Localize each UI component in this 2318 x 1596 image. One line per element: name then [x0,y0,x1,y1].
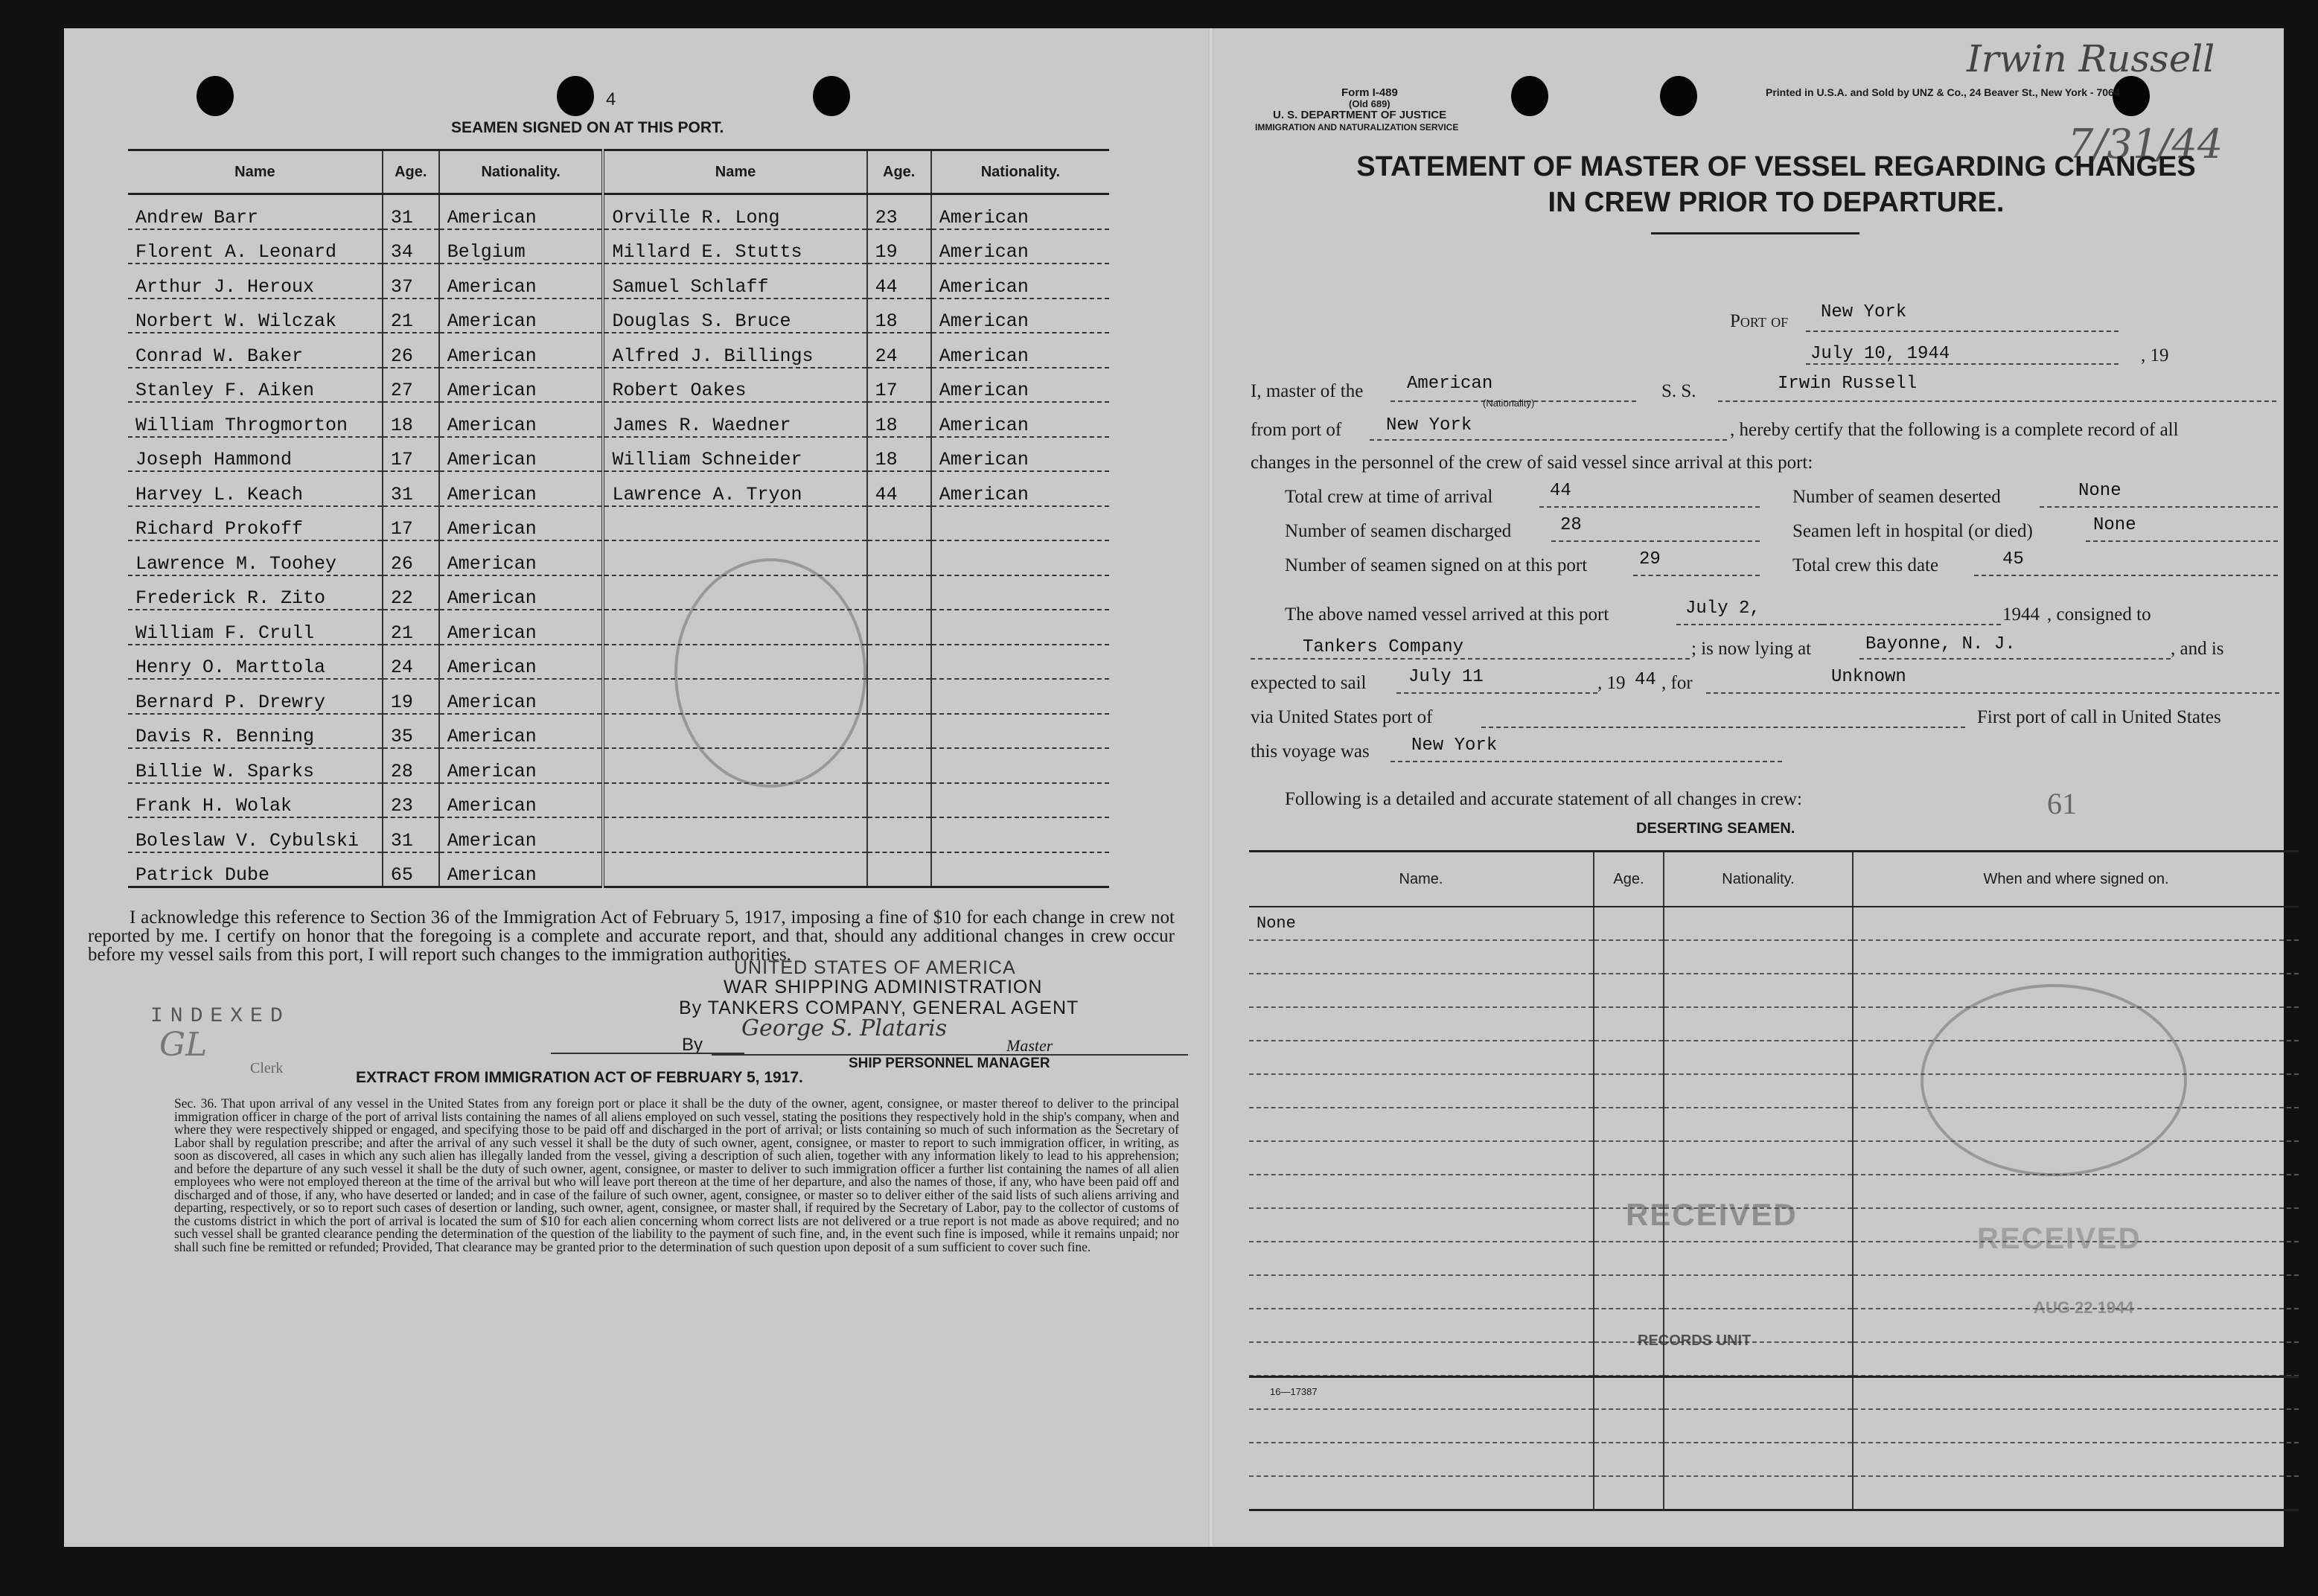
lying-underline [1859,658,2171,660]
seaman-age [867,748,931,783]
seaman-nationality: American [931,368,1109,403]
seaman-name [603,783,866,818]
col-nationality: Nationality. [1664,852,1853,907]
from-port-value: New York [1386,415,1472,435]
master-label: Master [1006,1036,1053,1055]
table-header [128,150,1109,194]
seaman-name: William Throgmorton [128,402,383,437]
seaman-nationality: American [439,368,604,403]
table-row [128,402,1109,437]
consignee-underline [1251,658,1690,660]
seaman-age: 44 [867,264,931,299]
seaman-age [867,610,931,645]
seaman-name: William F. Crull [128,610,383,645]
expected-year: 44 [1635,670,1656,690]
seaman-age: 19 [383,679,439,714]
table-row [1249,1242,2299,1275]
table-row [128,333,1109,368]
table-row [128,229,1109,264]
seaman-nationality [931,610,1109,645]
seaman-age: 18 [867,437,931,472]
col-age: Age. [1594,852,1664,907]
seaman-age: 28 [383,748,439,783]
form-old-number: (Old 689) [1349,98,1391,109]
lying-value: Bayonne, N. J. [1865,634,2016,654]
arrived-year: 1944 [2002,604,2040,625]
col-age: Age. [383,150,439,194]
seaman-age [867,852,931,887]
seaman-name: Frederick R. Zito [128,575,383,610]
expected-label: expected to sail [1251,673,1367,693]
clerk-initials: GL [159,1026,208,1064]
for-value: Unknown [1831,667,1906,687]
seaman-name [603,506,866,541]
seaman-name: Billie W. Sparks [128,748,383,783]
col-signed-on: When and where signed on. [1853,852,2299,907]
ship-name-value: Irwin Russell [1778,374,1918,394]
table-row [128,783,1109,818]
seaman-age: 26 [383,540,439,575]
seaman-age: 24 [383,645,439,680]
records-unit-stamp: RECORDS UNIT [1638,1332,1752,1349]
table-row [128,575,1109,610]
deserted-value: None [2078,481,2121,501]
total-date-underline [1974,575,2278,576]
port-value: New York [1821,302,1907,322]
port-underline [1806,331,2119,332]
seaman-nationality: Belgium [439,229,604,264]
seaman-name [603,817,866,852]
seaman-name [603,852,866,887]
punch-hole [813,76,850,116]
circular-stamp [1921,984,2187,1176]
consigned-label: , consigned to [2047,604,2151,625]
seaman-nationality: American [439,471,604,506]
expected-underline [1396,692,1597,694]
nationality-value: American [1407,374,1493,394]
acknowledgement-text: I acknowledge this reference to Section 36 of the Immigration Act of February 5, 1917, imposing a fine of $10 for each change in crew not reported by me. I certify on honor that the foregoing is a complete and accurate report, and that, should any additional changes in crew occur before my vessel sails from this port, I will report such changes to the immigration authorities. [88,907,1175,965]
title-line-2: IN CREW PRIOR TO DEPARTURE. [1548,187,2005,218]
punch-hole [1511,76,1548,116]
table-row [1249,1342,2299,1376]
seaman-name: Millard E. Stutts [603,229,866,264]
seaman-nationality: American [439,575,604,610]
seaman-nationality [931,540,1109,575]
seaman-nationality: American [931,229,1109,264]
table-row [128,748,1109,783]
by-label: By [682,1035,703,1055]
col-name: Name. [1249,852,1594,907]
from-port-label: from port of [1251,420,1342,440]
seaman-age: 37 [383,264,439,299]
printer-note: Printed in U.S.A. and Sold by UNZ & Co., 24 Beaver St., New York - 7064 [1766,86,2120,98]
seaman-name: Harvey L. Keach [128,471,383,506]
seaman-age [867,645,931,680]
seaman-nationality [931,783,1109,818]
table-row [128,852,1109,887]
expected-year-prefix: , 19 [1597,673,1626,693]
seaman-nationality: American [439,540,604,575]
table-row [128,194,1109,229]
seaman-nationality: American [931,333,1109,368]
document-sheet [64,28,2284,1547]
bottom-rule [1249,1376,2299,1378]
seaman-age [867,714,931,749]
hospital-underline [2086,540,2278,542]
voyage-value: New York [1411,735,1498,756]
seaman-nationality: American [931,299,1109,333]
seaman-nationality: American [931,194,1109,229]
seaman-age [867,506,931,541]
seaman-nationality [931,679,1109,714]
seaman-age: 19 [867,229,931,264]
col-name: Name [128,150,383,194]
signed-label: Number of seamen signed on at this port [1285,555,1588,575]
seaman-name: Norbert W. Wilczak [128,299,383,333]
desert-first-name: None [1249,907,1594,940]
master-of-label: I, master of the [1251,381,1364,401]
received-stamp: RECEIVED [1626,1197,1798,1232]
table-row [128,437,1109,472]
deserting-heading: DESERTING SEAMEN. [1636,820,1795,837]
port-label: Port of [1730,311,1789,331]
seaman-age: 17 [383,437,439,472]
department-name: U. S. DEPARTMENT OF JUSTICE [1273,109,1447,121]
arrived-label: The above named vessel arrived at this port [1285,604,1609,625]
hospital-label: Seamen left in hospital (or died) [1792,521,2033,541]
table-row [1249,1275,2299,1309]
seaman-age: 18 [383,402,439,437]
seaman-age: 35 [383,714,439,749]
seaman-age: 31 [383,817,439,852]
seaman-nationality: American [931,437,1109,472]
table-row [1249,1443,2299,1476]
voyage-label: this voyage was [1251,741,1370,762]
seaman-age: 23 [383,783,439,818]
seaman-nationality: American [439,852,604,887]
seaman-name: James R. Waedner [603,402,866,437]
seaman-nationality [931,645,1109,680]
expected-value: July 11 [1408,667,1484,687]
seaman-nationality: American [931,471,1109,506]
seaman-nationality: American [439,506,604,541]
seaman-name: Conrad W. Baker [128,333,383,368]
date-century: , 19 [2141,345,2169,366]
seaman-age: 17 [383,506,439,541]
seaman-name: William Schneider [603,437,866,472]
seaman-name: Richard Prokoff [128,506,383,541]
seaman-nationality: American [439,748,604,783]
seaman-age: 18 [867,402,931,437]
changes-text: changes in the personnel of the crew of said vessel since arrival at this port: [1251,453,1813,473]
table-row [1249,1409,2299,1443]
seaman-age: 27 [383,368,439,403]
seaman-nationality: American [439,610,604,645]
table-row [1249,907,2299,940]
table-row [128,645,1109,680]
seaman-nationality [931,748,1109,783]
seamen-table [128,149,1109,888]
signed-underline [1633,575,1760,576]
table-row [1249,1476,2299,1510]
first-port-label: First port of call in United States [1977,707,2221,727]
seaman-age [867,575,931,610]
nationality-caption: (Nationality) [1483,398,1535,409]
top-signature: Irwin Russell [1967,37,2215,80]
table-row [128,471,1109,506]
total-date-label: Total crew this date [1792,555,1939,575]
following-text: Following is a detailed and accurate statement of all changes in crew: [1285,789,1802,809]
total-date-value: 45 [2002,549,2024,569]
seaman-name: Joseph Hammond [128,437,383,472]
indexed-stamp: INDEXED [150,1005,290,1028]
form-number: Form I-489 [1341,86,1398,99]
seaman-age: 17 [867,368,931,403]
punch-hole [557,76,594,116]
and-is-label: , and is [2171,639,2224,659]
seaman-age [867,783,931,818]
col-age-2: Age. [867,150,931,194]
seaman-nationality: American [439,714,604,749]
seaman-nationality: American [439,783,604,818]
date-value: July 10, 1944 [1810,344,1950,364]
seaman-name: Davis R. Benning [128,714,383,749]
agent-signature: George S. Plataris [741,1015,948,1041]
table-header [1249,852,2299,907]
seaman-name: Florent A. Leonard [128,229,383,264]
seaman-nationality: American [439,645,604,680]
from-port-underline [1370,439,1727,441]
page-number: 4 [606,89,616,109]
page-fold [1208,28,1214,1547]
arrived-underline [1676,624,1822,625]
table-row [128,264,1109,299]
table-row [128,817,1109,852]
seaman-name: Lawrence M. Toohey [128,540,383,575]
seaman-age: 23 [867,194,931,229]
seaman-name: Henry O. Marttola [128,645,383,680]
total-arrival-underline [1539,506,1760,508]
extract-text: Sec. 36. That upon arrival of any vessel in the United States from any foreign port or place it shall be the duty of the owner, agent, consignee, or master thereof to deliver to the principal immigration officer in charge of the port of arrival lists containing the names of all aliens employed on such vessel, stating the positions they respectively hold in the ship's company, when and where they were respectively shipped or engaged, and specifying those to be paid off and discharged in the port of arrival; or lists containing so much of such information as the Secretary of Labor shall by regulation prescribe; and after the arrival of any such vessel it shall be the duty of such owner, agent, consignee, or master to report to such immigration officer, in writing, as soon as discovered, all cases in which any such alien has illegally landed from the vessel, giving a description of such alien, together with any information likely to lead to his apprehension; and before the departure of any such vessel it shall be the duty of such owner, agent, consignee, or master to deliver to such immigration officer a further list containing the names of all alien employees who were not employed thereon at the time of the arrival but who will leave port thereon at the time of her departure, and also the names of those, if any, who have been paid off and discharged and of those, if any, who have deserted or landed; and in case of the failure of such owner, agent, consignee, or master so to deliver either of the said lists of such aliens arriving and departing, respectively, or so to report such cases of desertion or landing, such owner, agent, consignee, or master shall, if required by the Secretary of Labor, pay to the collector of customs of the customs district in which the port of arrival is located the sum of $10 for each alien concerning whom correct lists are not delivered or a true report is not made as above required; and no such vessel shall be granted clearance pending the determination of the question of the liability to the payment of such fine, and, in the event such fine is imposed, while it remains unpaid; nor shall such fine be remitted or refunded; Provided, That clearance may be granted prior to the determination of such question upon deposit of a sum sufficient to cover such fine. [174,1096,1179,1254]
seaman-age [867,540,931,575]
seaman-age: 34 [383,229,439,264]
seamen-signed-heading: SEAMEN SIGNED ON AT THIS PORT. [451,119,724,136]
seaman-age: 31 [383,194,439,229]
seaman-age: 31 [383,471,439,506]
discharged-label: Number of seamen discharged [1285,521,1512,541]
deserted-label: Number of seamen deserted [1792,487,2001,507]
table-row [128,610,1109,645]
clerk-label: Clerk [250,1060,284,1076]
margin-note: 61 [2047,787,2077,820]
seaman-age [867,817,931,852]
arrived-underline-2 [1822,624,2001,625]
seaman-nationality [931,714,1109,749]
seaman-nationality [931,852,1109,887]
footer-code: 16—17387 [1270,1386,1318,1397]
seaman-name: Stanley F. Aiken [128,368,383,403]
received-stamp-2: RECEIVED [1977,1222,2142,1255]
table-row [128,368,1109,403]
seaman-name: Lawrence A. Tryon [603,471,866,506]
table-row [1249,940,2299,974]
seaman-nationality: American [439,679,604,714]
seaman-nationality [931,817,1109,852]
seaman-nationality: American [439,194,604,229]
seaman-nationality: American [439,817,604,852]
aug-date-stamp: AUG 22 1944 [2034,1298,2134,1317]
deserted-underline [2040,506,2278,508]
seaman-name: Frank H. Wolak [128,783,383,818]
circular-stamp [674,558,866,788]
hospital-value: None [2093,515,2136,535]
extract-title: EXTRACT FROM IMMIGRATION ACT OF FEBRUARY 5, 1917. [356,1069,803,1086]
table-row [1249,1309,2299,1342]
via-label: via United States port of [1251,707,1433,727]
title-rule [1651,232,1859,234]
seaman-name: Arthur J. Heroux [128,264,383,299]
for-label: , for [1661,673,1693,693]
service-name: IMMIGRATION AND NATURALIZATION SERVICE [1255,122,1459,133]
agency-line-1: UNITED STATES OF AMERICA [734,957,1016,978]
seaman-age: 24 [867,333,931,368]
agency-line-3: By TANKERS COMPANY, GENERAL AGENT [679,998,1079,1018]
voyage-underline [1391,761,1782,762]
lying-label: ; is now lying at [1691,639,1812,659]
top-date: 7/31/44 [2068,121,2223,167]
via-underline [1481,727,1965,728]
seaman-age: 21 [383,299,439,333]
form-title [1240,149,2312,220]
total-arrival-value: 44 [1550,481,1571,501]
seaman-nationality: American [439,299,604,333]
seaman-name: Samuel Schlaff [603,264,866,299]
seaman-nationality: American [439,333,604,368]
table-row [1249,974,2299,1007]
signed-value: 29 [1639,549,1661,569]
discharged-value: 28 [1560,515,1582,535]
col-nationality-2: Nationality. [931,150,1109,194]
title-line-1: STATEMENT OF MASTER OF VESSEL REGARDING CHANGES [1356,151,2196,182]
table-row [128,714,1109,749]
table-row [128,540,1109,575]
seaman-nationality [931,575,1109,610]
seaman-nationality: American [439,437,604,472]
agency-line-2: WAR SHIPPING ADMINISTRATION [724,977,1043,998]
consignee-value: Tankers Company [1303,637,1464,657]
table-row [128,299,1109,333]
seaman-name: Bernard P. Drewry [128,679,383,714]
seaman-age: 21 [383,610,439,645]
seaman-name: Robert Oakes [603,368,866,403]
col-nationality: Nationality. [439,150,604,194]
for-underline [1706,692,2279,694]
seaman-name: Douglas S. Bruce [603,299,866,333]
seaman-name: Boleslaw V. Cybulski [128,817,383,852]
seaman-age: 22 [383,575,439,610]
seaman-name: Orville R. Long [603,194,866,229]
arrived-value: July 2, [1685,598,1760,619]
table-row [128,679,1109,714]
ss-label: S. S. [1661,381,1696,401]
extract-rule [551,1053,744,1054]
seaman-age [867,679,931,714]
punch-hole [1660,76,1697,116]
table-row [1249,1376,2299,1409]
seaman-nationality: American [931,264,1109,299]
punch-hole [197,76,234,116]
seaman-age: 44 [867,471,931,506]
seaman-age: 18 [867,299,931,333]
discharged-underline [1551,540,1760,542]
seaman-age: 65 [383,852,439,887]
ship-underline [1718,400,2276,402]
ship-personnel-label: SHIP PERSONNEL MANAGER [849,1056,1050,1071]
deserting-table [1249,850,2299,1511]
certify-text: , hereby certify that the following is a complete record of all [1730,420,2179,440]
seaman-name: Alfred J. Billings [603,333,866,368]
seaman-nationality: American [439,264,604,299]
seaman-nationality [931,506,1109,541]
col-name-2: Name [603,150,866,194]
seaman-nationality: American [439,402,604,437]
seaman-nationality: American [931,402,1109,437]
total-arrival-label: Total crew at time of arrival [1285,487,1493,507]
seaman-name: Patrick Dube [128,852,383,887]
seaman-age: 26 [383,333,439,368]
table-row [128,506,1109,541]
seaman-name: Andrew Barr [128,194,383,229]
